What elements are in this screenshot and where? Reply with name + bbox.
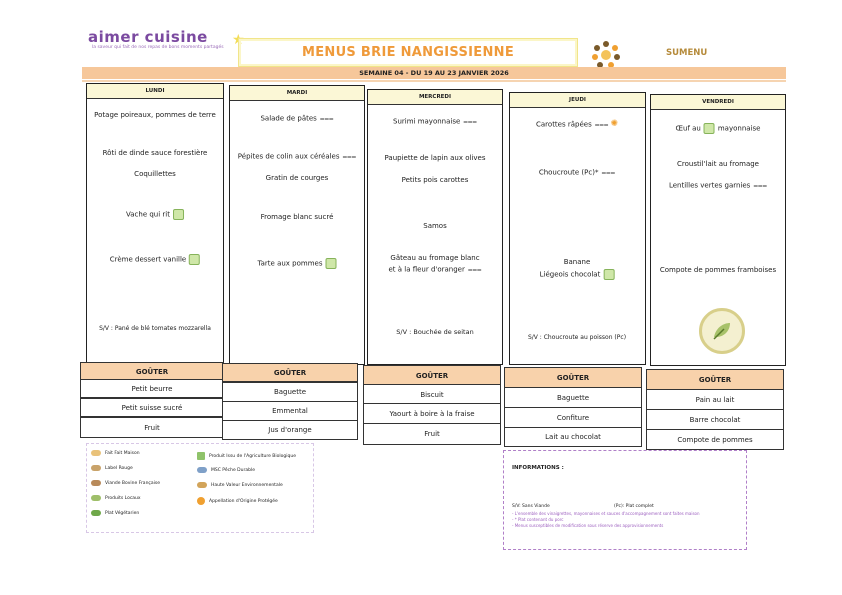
snack-item: Fruit <box>80 417 224 438</box>
menu-item: Coquillettes <box>134 170 176 178</box>
legend-item: Produit Issu de l'Agriculture Biologique <box>197 452 296 460</box>
legend-item: Haute Valeur Environnementale <box>197 482 283 488</box>
menu-item: Croustil'lait au fromage <box>677 160 759 168</box>
snack-item: Baguette <box>222 382 358 402</box>
organic-icon <box>197 452 205 460</box>
menu-item: Tarte aux pommes <box>258 258 337 269</box>
local-products-icon <box>91 495 101 501</box>
legend-item: Fait Fait Maison <box>91 450 140 456</box>
partner-logo: SUMENU <box>666 48 708 58</box>
menu-item-vegetarian: S/V : Pané de blé tomates mozzarella <box>99 325 211 332</box>
menu-item: Samos <box>423 222 447 230</box>
snack-item: Compote de pommes <box>646 429 784 450</box>
menu-item: Salade de pâtes ⩶ <box>260 114 334 123</box>
info-title: INFORMATIONS : <box>512 465 564 471</box>
snack-header: GOÛTER <box>646 369 784 390</box>
hve-icon <box>197 482 207 488</box>
snack-item: Baguette <box>504 387 642 408</box>
day-column-mardi <box>229 85 365 365</box>
menu-item: Fromage blanc sucré <box>260 213 334 221</box>
info-note: - L'ensemble des vinaigrettes, mayonnaises et sauces d'accompagnement sont faites maison <box>512 511 700 516</box>
legend-item: Label Rouge <box>91 465 133 471</box>
menu-item: Carottes râpées ⩶ ✺ <box>536 119 618 129</box>
homemade-icon <box>91 450 101 456</box>
day-column-jeudi <box>509 92 646 365</box>
day-header: VENDREDI <box>651 95 785 110</box>
menu-item: Potage poireaux, pommes de terre <box>94 111 216 119</box>
organic-icon <box>603 269 614 280</box>
star-icon: ★ <box>232 32 245 48</box>
tray-icon: ⩶ <box>594 120 609 129</box>
info-legend-pc: (Pc): Plat complet <box>614 504 654 509</box>
label-rouge-icon <box>91 465 101 471</box>
msc-icon <box>197 467 207 473</box>
page-title: MENUS BRIE NANGISSIENNE <box>238 38 578 67</box>
divider <box>82 80 786 82</box>
day-header: LUNDI <box>87 84 223 99</box>
menu-item: Banane <box>563 258 591 266</box>
legend-item: Appellation d'Origine Protégée <box>197 497 278 505</box>
info-note: - Menus susceptibles de modification sous réserve des approvisionnements <box>512 523 664 528</box>
tray-icon: ⩶ <box>319 114 334 123</box>
tray-icon: ⩶ <box>601 168 616 177</box>
snack-header: GOÛTER <box>504 367 642 388</box>
menu-item: Paupiette de lapin aux olives <box>384 154 486 162</box>
organic-icon <box>189 254 200 265</box>
snack-item: Emmental <box>222 401 358 421</box>
snack-item: Lait au chocolat <box>504 427 642 447</box>
menu-item-vegetarian: S/V : Choucroute au poisson (Pc) <box>527 334 627 341</box>
menu-item: Compote de pommes framboises <box>659 266 777 274</box>
organic-icon <box>173 209 184 220</box>
legend-item: Produits Locaux <box>91 495 141 501</box>
legend-item: MSC Pêche Durable <box>197 467 255 473</box>
brand-logo: aimer cuisine <box>88 28 208 46</box>
snack-header: GOÛTER <box>222 363 358 382</box>
snack-item: Biscuit <box>363 384 501 405</box>
info-note: - * Plat contenant du porc <box>512 517 564 522</box>
msc-icon: ⩶ <box>463 117 477 126</box>
menu-item: Œuf au mayonnaise <box>675 124 761 133</box>
info-legend-sv: S/V: Sans Viande <box>512 504 550 509</box>
menu-item: Surimi mayonnaise ⩶ <box>393 117 477 126</box>
menu-item: Vache qui rit <box>126 209 184 220</box>
snack-header: GOÛTER <box>363 365 501 386</box>
menu-item: Rôti de dinde sauce forestière <box>102 149 208 157</box>
tray-icon: ⩶ <box>467 265 482 274</box>
vegetarian-icon <box>91 510 101 516</box>
legend-item: Plat Végétarien <box>91 510 139 516</box>
menu-item-vegetarian: S/V : Bouchée de seitan <box>396 328 474 336</box>
info-box <box>503 450 747 550</box>
day-header: MERCREDI <box>368 90 502 105</box>
sun-logo-icon <box>588 40 624 70</box>
menu-item: Liégeois chocolat <box>540 269 615 280</box>
leaf-badge-icon <box>699 308 745 354</box>
menu-item: Crème dessert vanille <box>110 254 200 265</box>
day-column-lundi <box>86 83 224 365</box>
aop-icon: ✺ <box>610 119 618 129</box>
snack-item: Pain au lait <box>646 389 784 410</box>
menu-item: Gratin de courges <box>265 174 329 182</box>
aop-icon <box>197 497 205 505</box>
organic-icon <box>704 123 715 134</box>
legend-item: Viande Bovine Française <box>91 480 160 486</box>
legend-box <box>86 443 314 533</box>
tray-icon: ⩶ <box>753 181 768 190</box>
snack-item: Petit suisse sucré <box>80 398 224 417</box>
menu-item: Gâteau au fromage blanc <box>390 254 480 262</box>
snack-item: Petit beurre <box>80 379 224 398</box>
msc-icon: ⩶ <box>342 152 357 161</box>
snack-item: Yaourt à boire à la fraise <box>363 403 501 424</box>
day-column-mercredi <box>367 89 503 365</box>
snack-header: GOÛTER <box>80 362 224 381</box>
menu-item: Lentilles vertes garnies ⩶ <box>668 181 768 190</box>
menu-item: Pépites de colin aux céréales ⩶ <box>237 152 357 161</box>
menu-item: et à la fleur d'oranger ⩶ <box>388 265 482 274</box>
french-beef-icon <box>91 480 101 486</box>
organic-icon <box>325 258 336 269</box>
snack-item: Confiture <box>504 407 642 428</box>
menu-item: Petits pois carottes <box>401 176 469 184</box>
day-header: JEUDI <box>510 93 645 108</box>
snack-item: Fruit <box>363 423 501 445</box>
snack-item: Barre chocolat <box>646 409 784 430</box>
brand-tagline: la saveur qui fait de nos repas de bons moments partagés <box>92 45 224 50</box>
day-header: MARDI <box>230 86 364 101</box>
menu-item: Choucroute (Pc)* ⩶ <box>538 168 616 177</box>
week-banner: SEMAINE 04 - DU 19 AU 23 JANVIER 2026 <box>82 67 786 79</box>
snack-item: Jus d'orange <box>222 420 358 440</box>
